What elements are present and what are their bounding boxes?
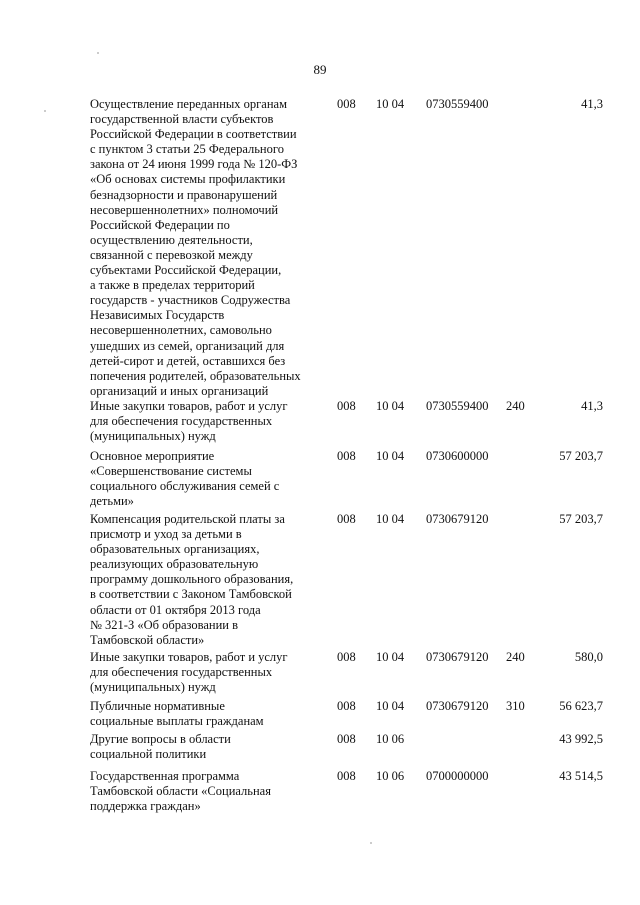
row-description <box>90 512 318 648</box>
description-line: организаций и иных организаций <box>90 383 269 398</box>
target-article-code: 0700000000 <box>426 769 489 783</box>
description-line: а также в пределах территорий <box>90 278 255 293</box>
scan-mark <box>370 842 372 844</box>
target-article-code: 0730559400 <box>426 399 489 413</box>
description-line: Государственная программа <box>90 769 240 783</box>
row-description <box>90 699 318 729</box>
description-line: для обеспечения государственных <box>90 414 273 429</box>
description-line: субъектами Российской Федерации, <box>90 263 282 278</box>
row-description <box>90 399 318 444</box>
target-article-code: 0730679120 <box>426 650 489 664</box>
ministry-code: 008 <box>337 449 356 463</box>
description-line: ушедших из семей, организаций для <box>90 338 285 353</box>
description-line: государственной власти субъектов <box>90 112 274 127</box>
description-line: с пунктом 3 статьи 25 Федерального <box>90 142 284 157</box>
description-line: несовершеннолетних, самовольно <box>90 323 272 338</box>
description-line: детей-сирот и детей, оставшихся без <box>90 353 286 368</box>
description-line: реализующих образовательную <box>90 557 259 572</box>
section-code: 10 04 <box>376 650 405 664</box>
description-line: государств - участников Содружества <box>90 293 291 308</box>
description-line: Независимых Государств <box>90 308 225 323</box>
section-code: 10 04 <box>376 449 405 463</box>
description-line: присмотр и уход за детьми в <box>90 527 242 542</box>
description-line: безнадзорности и правонарушений <box>90 187 278 202</box>
row-sum: 41,3 <box>581 97 603 111</box>
scan-mark <box>44 110 46 112</box>
section-code: 10 04 <box>376 399 405 413</box>
row-sum: 56 623,7 <box>559 699 603 713</box>
description-line: попечения родителей, образовательных <box>90 368 301 383</box>
description-line: социального обслуживания семей с <box>90 479 280 494</box>
row-sum: 41,3 <box>581 399 603 413</box>
section-code: 10 04 <box>376 699 405 713</box>
description-line: Российской Федерации по <box>90 217 230 232</box>
row-sum: 57 203,7 <box>559 449 603 463</box>
description-line: (муниципальных) нужд <box>90 429 216 444</box>
expense-type-code: 240 <box>506 650 525 664</box>
description-line: «Совершенствование системы <box>90 464 252 479</box>
description-line: социальной политики <box>90 747 207 762</box>
target-article-code: 0730600000 <box>426 449 489 463</box>
row-description <box>90 97 318 399</box>
row-description <box>90 650 318 695</box>
description-line: поддержка граждан» <box>90 799 201 814</box>
section-code: 10 06 <box>376 769 405 783</box>
expense-type-code: 240 <box>506 399 525 413</box>
row-sum: 43 514,5 <box>559 769 603 783</box>
row-sum: 43 992,5 <box>559 732 603 746</box>
row-sum: 580,0 <box>574 650 603 664</box>
description-line: (муниципальных) нужд <box>90 680 216 695</box>
row-description <box>90 732 318 762</box>
section-code: 10 06 <box>376 732 405 746</box>
description-line: Компенсация родительской платы за <box>90 512 285 526</box>
description-line: Российской Федерации в соответствии <box>90 127 297 142</box>
description-line: программу дошкольного образования, <box>90 572 294 587</box>
target-article-code: 0730679120 <box>426 512 489 526</box>
description-line: закона от 24 июня 1999 года № 120-ФЗ <box>90 157 298 172</box>
description-line: № 321-З «Об образовании в <box>90 617 239 632</box>
ministry-code: 008 <box>337 399 356 413</box>
description-line: Публичные нормативные <box>90 699 225 713</box>
ministry-code: 008 <box>337 732 356 746</box>
description-line: Тамбовской области» <box>90 632 205 647</box>
description-line: Осуществление переданных органам <box>90 97 287 111</box>
ministry-code: 008 <box>337 769 356 783</box>
description-line: социальные выплаты гражданам <box>90 714 264 729</box>
description-line: в соответствии с Законом Тамбовской <box>90 587 292 602</box>
ministry-code: 008 <box>337 699 356 713</box>
description-line: области от 01 октября 2013 года <box>90 602 261 617</box>
section-code: 10 04 <box>376 512 405 526</box>
target-article-code: 0730559400 <box>426 97 489 111</box>
description-line: Тамбовской области «Социальная <box>90 784 271 799</box>
page-number: 89 <box>313 62 327 77</box>
row-sum: 57 203,7 <box>559 512 603 526</box>
description-line: Иные закупки товаров, работ и услуг <box>90 399 288 413</box>
row-description <box>90 769 318 814</box>
expense-type-code: 310 <box>506 699 525 713</box>
description-line: детьми» <box>90 494 134 509</box>
section-code: 10 04 <box>376 97 405 111</box>
description-line: несовершеннолетних» полномочий <box>90 202 279 217</box>
description-line: Другие вопросы в области <box>90 732 231 746</box>
description-line: осуществлению деятельности, <box>90 232 253 247</box>
row-description <box>90 449 318 509</box>
target-article-code: 0730679120 <box>426 699 489 713</box>
description-line: «Об основах системы профилактики <box>90 172 286 187</box>
ministry-code: 008 <box>337 97 356 111</box>
description-line: связанной с перевозкой между <box>90 247 253 262</box>
description-line: Основное мероприятие <box>90 449 215 463</box>
ministry-code: 008 <box>337 512 356 526</box>
scan-mark <box>97 52 99 54</box>
description-line: Иные закупки товаров, работ и услуг <box>90 650 288 664</box>
description-line: для обеспечения государственных <box>90 665 273 680</box>
ministry-code: 008 <box>337 650 356 664</box>
description-line: образовательных организациях, <box>90 542 260 557</box>
